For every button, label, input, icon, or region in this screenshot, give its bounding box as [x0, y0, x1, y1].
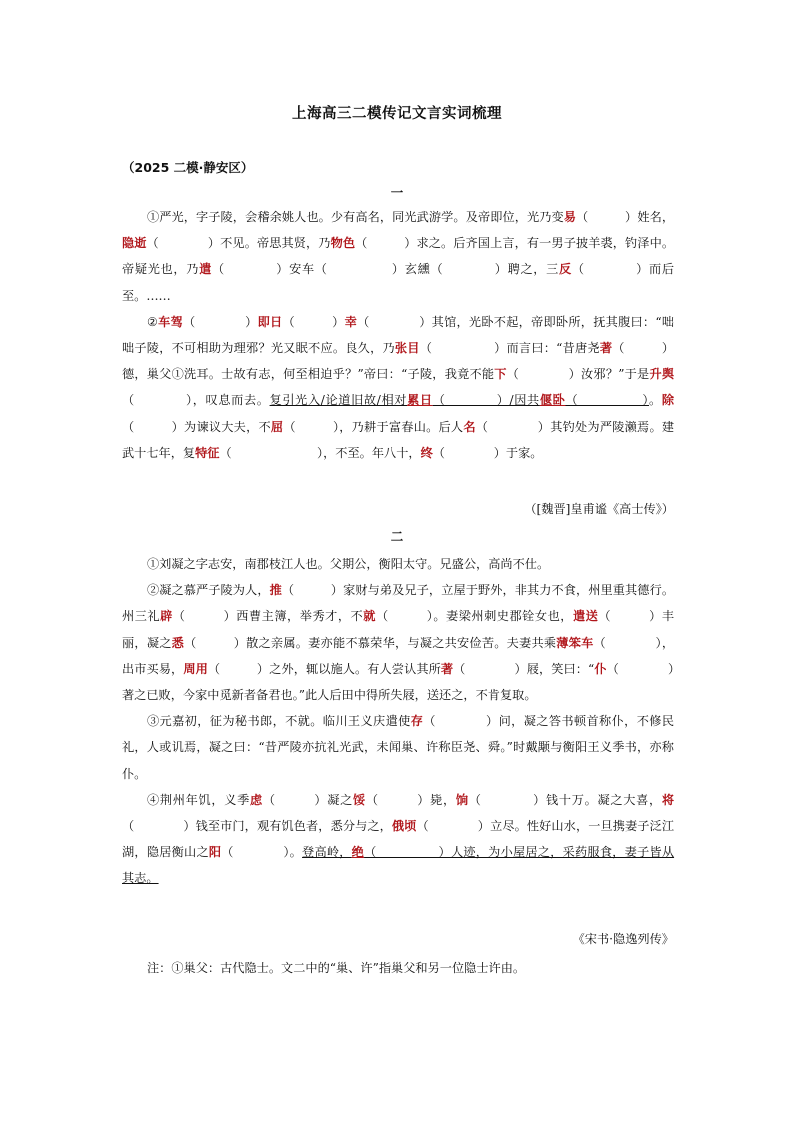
text-run: （ ）汝邪？”于是	[506, 367, 650, 382]
section-1-paragraph-1	[122, 204, 674, 309]
text-run: （ ），乃耕于富春山。后人	[283, 419, 464, 434]
keyword: 将	[661, 792, 675, 807]
section-2-number: 二	[390, 529, 404, 544]
section-1-citation: （[魏晋]皇甫谧《高士传》）	[524, 502, 674, 516]
text-run: 。	[649, 393, 662, 408]
text-run: （ ），叹息而去。	[122, 393, 270, 408]
section-2-paragraph-2	[122, 577, 674, 708]
keyword: 易	[563, 210, 577, 224]
keyword: 存	[410, 714, 424, 729]
text-run: （ ）求之。后齐国上言，有一男子披羊裘，钓泽中。帝疑光也，乃	[122, 236, 675, 277]
keyword: 遣送	[572, 609, 599, 624]
text-run: （ ）安车（ ）玄纁（ ）聘之，三	[211, 262, 560, 277]
underlined-text: （ ）	[565, 393, 650, 408]
keyword: 张目	[394, 341, 420, 356]
text-run: （ ）屐，笑曰：“	[453, 661, 595, 676]
text-run: ④荆州年饥，义季	[147, 792, 250, 807]
keyword: 即日	[257, 314, 283, 329]
text-run: ③元嘉初，征为秘书郎，不就。临川王义庆遣使	[147, 714, 411, 729]
text-run: （ ）西曹主簿，举秀才，不	[172, 609, 364, 624]
text-run: （ ）姓名，	[576, 210, 675, 224]
text-run: （ ）问，凝之答书顿首称仆，不修民礼，人或讥焉，凝之曰：“昔严陵亦抗礼光武，未闻巢、许称臣尧、舜。”时戴颙与衡阳王义季书，亦称仆。	[122, 714, 675, 781]
keyword: 遣	[199, 262, 212, 277]
keyword: 偃卧	[539, 393, 566, 408]
keyword: 推	[269, 583, 282, 598]
section-2-paragraph-1: ①刘凝之字志安，南郡枝江人也。父期公，衡阳太守。兄盛公，高尚不仕。	[147, 557, 550, 571]
section-2-paragraph-3	[122, 708, 674, 787]
source-label: （2025 二模·静安区）	[122, 160, 254, 175]
underlined-text: （ ）/因共	[432, 393, 540, 408]
keyword: 升舆	[649, 367, 675, 382]
keyword: 俄顷	[391, 819, 417, 834]
text-run: （ ）于家。	[432, 445, 543, 460]
text-run: ①严光，字子陵，会稽余姚人也。少有高名，同光武游学。及帝即位，光乃变	[147, 210, 564, 224]
text-run: （ ）毙，	[365, 792, 456, 807]
text-run: ②凝之慕严子陵为人，	[147, 583, 270, 598]
keyword: 反	[559, 262, 572, 277]
text-run: ②	[147, 314, 159, 329]
text-run: （ ）丰丽，凝之	[122, 609, 675, 650]
text-run: （ ），出市买易，	[122, 635, 675, 676]
keyword: 终	[420, 445, 433, 460]
text-run: （ ）。	[221, 845, 303, 860]
keyword: 名	[463, 419, 476, 434]
text-run: （ ）其馆，光卧不起，帝即卧所，抚其腹曰：“咄咄子陵，不可相助为理邪？光又眠不应。良久，乃	[122, 314, 675, 356]
keyword: 阳	[208, 845, 222, 860]
section-2-text	[122, 551, 674, 892]
text-run: （ ）	[183, 314, 258, 329]
keyword: 就	[363, 609, 376, 624]
text-run: （ ）德，巢父①洗耳。士故有志，何至相迫乎？”帝曰：“子陵，我竟不能	[122, 341, 675, 382]
keyword: 屈	[270, 419, 284, 434]
section-2-paragraph-4	[122, 787, 674, 892]
text-run: （ ）之外，辄以施人。有人尝认其所	[207, 661, 441, 676]
section-2-citation: 《宋书·隐逸列传》	[572, 932, 674, 946]
underlined-text: （ ）人迹，为小屋居之，采药服食，妻子皆从其志。	[122, 845, 675, 886]
keyword: 车驾	[158, 314, 184, 329]
keyword: 饷	[455, 792, 469, 807]
keyword: 薄笨车	[556, 635, 594, 650]
section-1-number: 一	[390, 185, 404, 200]
keyword: 仆	[594, 661, 607, 676]
text-run: （ ）。妻梁州刺史郡铨女也，	[375, 609, 573, 624]
keyword: 累日	[407, 393, 433, 408]
text-run: （ ）其钓处为严陵濑焉。建武十七年，复	[122, 419, 675, 460]
keyword: 悉	[171, 635, 185, 650]
section-1-paragraph-2	[122, 309, 674, 466]
underlined-text: 登高岭，	[302, 845, 352, 860]
keyword: 特征	[195, 445, 220, 460]
keyword: 除	[661, 393, 675, 408]
text-run: （ ）钱至市门，观有饥色者，悉分与之，	[122, 819, 392, 834]
text-run: （ ）不见。帝思其贤，乃	[146, 236, 331, 251]
keyword: 绝	[351, 845, 365, 860]
text-run: （ ）家财与弟及兄子，立屋于野外，非其力不食，州里重其德行。州三礼	[122, 583, 675, 624]
text-run: （ ）著之已败，今家中觅新者备君也。”此人后田中得所失屐，送还之，不肯复取。	[122, 661, 675, 703]
text-run: （ ）凝之	[262, 792, 353, 807]
underlined-text: 复引光入/论道旧故/相对	[269, 393, 408, 408]
keyword: 虑	[249, 792, 263, 807]
keyword: 幸	[344, 314, 358, 329]
text-run: （ ）而言曰：“昔唐尧	[419, 341, 600, 356]
keyword: 辟	[160, 609, 173, 624]
keyword: 物色	[330, 236, 356, 251]
footnote: 注：①巢父：古代隐士。文二中的“巢、许”指巢父和另一位隐士许由。	[147, 961, 526, 975]
document-title: 上海高三二模传记文言实词梳理	[292, 106, 502, 122]
keyword: 馁	[352, 792, 366, 807]
keyword: 隐逝	[122, 236, 147, 251]
text-run: （ ），不至。年八十，	[219, 445, 421, 460]
section-1-text	[122, 204, 674, 466]
text-run: （ ）立尽。性好山水，一旦携妻子泛江湖，隐居衡山之	[122, 819, 675, 860]
text-run: （ ）钱十万。凝之大喜，	[468, 792, 662, 807]
keyword: 下	[494, 367, 507, 382]
keyword: 周用	[183, 661, 208, 676]
text-run: （ ）	[282, 314, 345, 329]
text-run: （ ）散之亲属。妻亦能不慕荣华，与凝之共安俭苦。夫妻共乘	[184, 635, 557, 650]
keyword: 著	[599, 341, 613, 356]
text-run: （ ）为谏议大夫，不	[122, 419, 271, 434]
keyword: 著	[440, 661, 454, 676]
text-run: （ ）而后至。……	[122, 262, 675, 303]
